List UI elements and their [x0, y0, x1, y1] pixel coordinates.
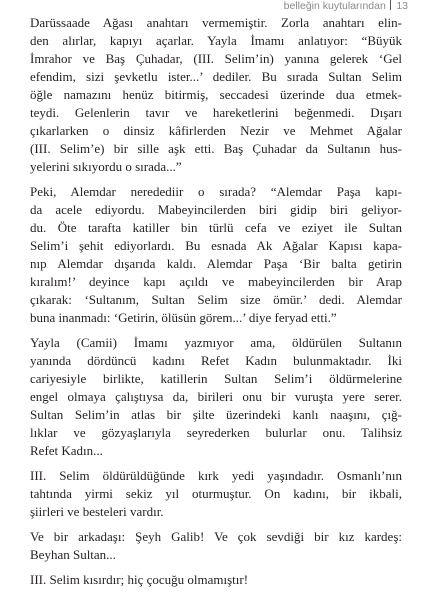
paragraph	[30, 183, 402, 327]
text-line: çıkarak: ‘Sultanım, Sultan Selim size ömür.’ dedi. Alemdar	[30, 292, 402, 307]
body-text	[30, 14, 402, 596]
text-line: Beyhan Sultan...	[30, 547, 116, 562]
text-line: kıralım!’ deyince kapı açıldı ve mabeyincilerden bir Arap	[30, 274, 402, 289]
paragraph	[30, 528, 402, 564]
text-line: engel olmaya çalıştıysa da, birileri onu bir vuruşta yere serer.	[30, 389, 402, 404]
header-separator	[390, 0, 392, 10]
paragraph	[30, 14, 402, 176]
text-line: yanında dördüncü kadını Refet Kadın bulunmaktadır. İki	[30, 353, 402, 368]
text-line: Sultan Selim’in atlas bir şilte üzerindeki kanlı naaşını, çığ-	[30, 407, 402, 422]
page-number: 13	[396, 0, 408, 12]
text-line: çıkarlarken o dinsiz kâfirlerden Nezir ve Mehmet Ağalar	[30, 123, 402, 138]
paragraph	[30, 467, 402, 521]
text-line: teydi. Gelenlerin tavır ve hareketlerini beğenmedi. Dışarı	[30, 105, 402, 120]
text-line: tahtında yirmi sekiz yıl oturmuştur. On kadını, bir ikbali,	[30, 486, 402, 501]
text-line: Darüssaade Ağası anahtarı vermemiştir. Zorla anahtarı elin-	[30, 15, 402, 30]
text-line: da acele ediyordu. Mabeyincilerden biri gidip biri geliyor-	[30, 202, 402, 217]
running-header	[284, 0, 408, 12]
text-line: Ve bir arkadaşı: Şeyh Galib! Ve çok sevdiği bir kız kardeş:	[30, 529, 402, 544]
text-line: Peki, Alemdar neredediir o sırada? “Alemdar Paşa kapı-	[30, 184, 402, 199]
running-title: belleğin kuytularından	[283, 0, 386, 12]
text-line: Selim’i şehit ediyorlardı. Bu esnada Ak Ağalar Kapısı kapa-	[30, 238, 402, 253]
paragraph	[30, 334, 402, 460]
text-line: Yayla (Camii) İmamı yazmıyor ama, öldürülen Sultanın	[30, 335, 402, 350]
text-line: cariyesiyle birlikte, katillerin Sultan Selim’i öldürmelerine	[30, 371, 402, 386]
text-line: lıklar ve gözyaşlarıyla seyrederken bulurlar onu. Talihsiz	[30, 425, 402, 440]
text-line: efendim, sizi şevketlu ister...’ dediler. Bu sırada Sultan Selim	[30, 69, 402, 84]
text-line: öğle namazını henüz bitirmiş, seccadesi üzerinde dua etmek-	[30, 87, 402, 102]
paragraph	[30, 571, 402, 589]
text-line: buna inanmadı: ‘Getirin, ölüsün görem...’ diye feryad etti.”	[30, 310, 337, 325]
text-line: şiirleri ve besteleri vardır.	[30, 504, 164, 519]
text-line: den alırlar, kapıyı açarlar. Yayla İmamı anlatıyor: “Büyük	[30, 33, 402, 48]
text-line: du. Öte tarafta katiller bin türlü cefa ve eziyet ile Sultan	[30, 220, 402, 235]
text-line: Refet Kadın...	[30, 443, 103, 458]
text-line: III. Selim kısırdır; hiç çocuğu olmamıştır!	[30, 572, 249, 587]
text-line: İmrahor ve Baş Çuhadar, (III. Selim’in) yanına gelerek ‘Gel	[30, 51, 402, 66]
text-line: nıp Alemdar dışarıda kaldı. Alemdar Paşa ‘Bir balta getirin	[30, 256, 402, 271]
text-line: yelerini sıkıyordu o sırada...”	[30, 159, 182, 174]
text-line: III. Selim öldürüldüğünde kırk yedi yaşındadır. Osmanlı’nın	[30, 468, 402, 483]
text-line: (III. Selim’e) bir sille aşk etti. Baş Çuhadar da Sultanın hus-	[30, 141, 402, 156]
